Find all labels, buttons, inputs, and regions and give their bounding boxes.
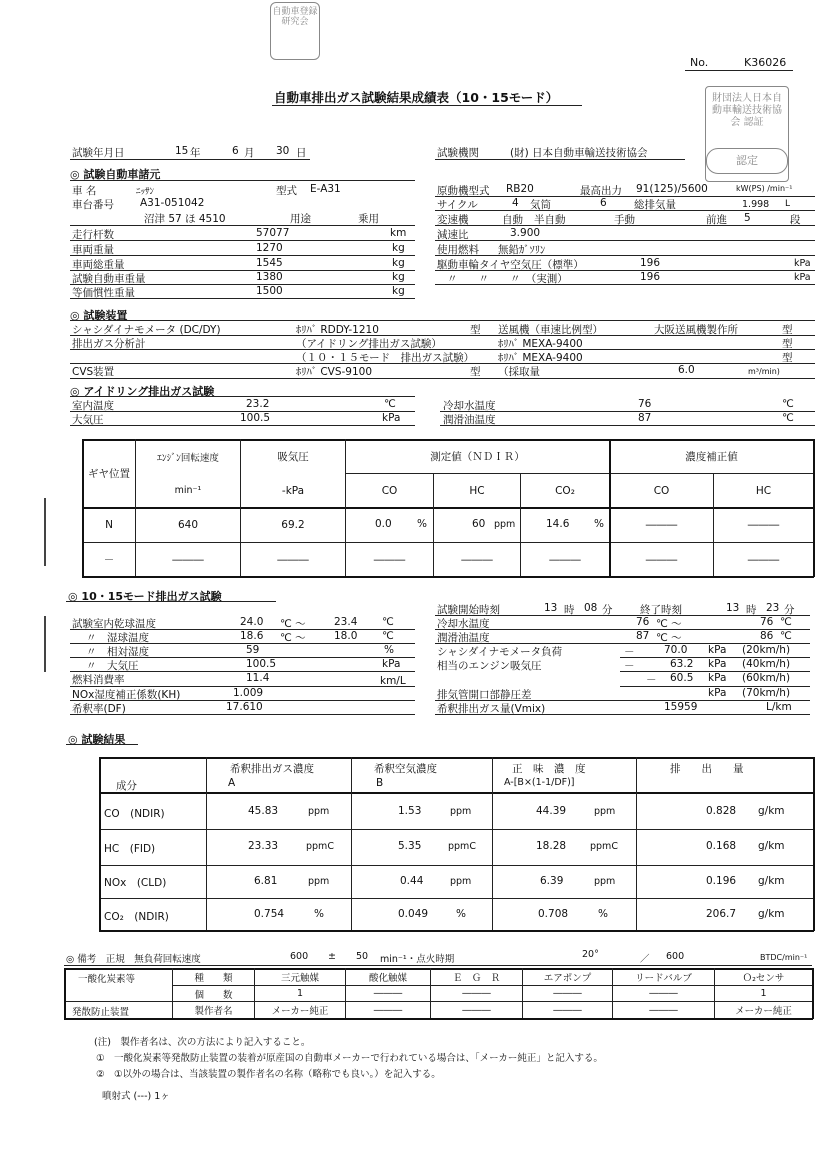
mode-coolant-label: 冷却水温度 [437, 618, 490, 630]
idle-row-1-co: 0.0 [375, 518, 392, 530]
tire-pressure-actual-label: 〃 〃 〃 （実測） [447, 273, 568, 285]
test-weight: 1380 [256, 271, 283, 283]
dilute-symbol: A [228, 777, 236, 789]
device-kind-4: エアポンプ [543, 973, 592, 984]
vehicle-section-title: ◎ 試験自動車諸元 [70, 168, 161, 181]
mode-coolant-to: 76 [760, 616, 774, 628]
dry-bulb-sep: ℃ ～ [280, 618, 306, 630]
result-row-co-name: CO (NDIR) [104, 808, 165, 820]
transmission-auto: 自動 [502, 214, 523, 226]
mode-pressure-label: 〃 大気圧 [86, 660, 139, 672]
cvs-label: CVS装置 [72, 366, 115, 378]
result-row-co-b-unit: ppm [450, 806, 472, 817]
start-minute: 08 [584, 602, 598, 614]
transmission-label: 変速機 [437, 214, 469, 226]
vehicle-weight-unit: kg [392, 242, 405, 254]
device-count-5: ――― [649, 988, 678, 999]
result-row-nox-name: NOx (CLD) [104, 877, 167, 889]
injection-note: 噴射式 (---) 1ヶ [102, 1091, 170, 1102]
device-count-1: 1 [296, 988, 304, 999]
result-row-hc-net-unit: ppmC [590, 841, 618, 852]
notes-1: ① 一酸化炭素等発散防止装置の装着が原産国の自動車メーカーで行われている場合は、「メーカー純正」と記入する。 [96, 1053, 603, 1064]
fuel: 無鉛ｶﾞｿﾘﾝ [498, 244, 546, 256]
idle-row-1-cco: ――― [645, 519, 678, 531]
max-power-unit: kW(PS) /min⁻¹ [736, 184, 793, 193]
sample-rate-label: （採取量 [498, 366, 540, 378]
vmix-label: 希釈排出ガス量(Vmix) [437, 703, 546, 715]
idle-room-temp-label: 室内温度 [72, 400, 114, 412]
humidity-unit: % [384, 644, 394, 656]
end-minute: 23 [766, 602, 780, 614]
reduction-ratio: 3.900 [510, 227, 541, 239]
net-formula: A-[B×(1-1/DF)] [504, 777, 575, 788]
mileage: 57077 [256, 227, 290, 239]
end-hour: 13 [726, 602, 740, 614]
corrected-co-header: CO [653, 484, 670, 497]
device-kind-2: 酸化触媒 [368, 973, 407, 984]
vehicle-model-label: 型式 [276, 185, 297, 197]
result-row-co-a: 45.83 [248, 805, 279, 817]
test-weight-label: 試験自動車重量 [72, 273, 146, 285]
test-month-unit: 月 [244, 147, 255, 159]
exhaust-pressure-speed: (70km/h) [742, 687, 791, 699]
intake-60-speed: (60km/h) [742, 672, 791, 684]
max-power-label: 最高出力 [580, 185, 622, 197]
df-label: 希釈率(DF) [72, 703, 126, 715]
cycle-label: サイクル [437, 199, 478, 211]
dyno-load-unit: kPa [708, 644, 727, 656]
idle-row-1-rpm: 640 [177, 519, 199, 531]
result-row-nox-em: 0.196 [706, 875, 737, 887]
intake-60: 60.5 [670, 672, 694, 684]
idle-room-temp-unit: ℃ [384, 398, 396, 410]
corrected-hc-header: HC [755, 484, 772, 497]
idle-row-2-gear: － [103, 554, 115, 566]
idle-row-2-hc: ――― [461, 553, 493, 566]
result-row-hc-em-unit: g/km [758, 840, 785, 852]
test-day-unit: 日 [296, 147, 307, 159]
wet-bulb-label: 〃 湿球温度 [86, 632, 149, 644]
start-hour: 13 [544, 602, 558, 614]
co2-header: CO₂ [555, 484, 575, 497]
cvs-model: ﾎﾘﾊﾞ CVS-9100 [296, 366, 373, 378]
end-time-label: 終了時刻 [640, 604, 682, 616]
idle-row-2-cco: ――― [645, 553, 678, 566]
chassis-number: A31-051042 [140, 197, 205, 209]
rpm-header: ｴﾝｼﾞﾝ回転速度 [157, 452, 219, 464]
tire-pressure-actual: 196 [640, 271, 661, 283]
cylinders: 6 [600, 197, 607, 209]
dyno-load: 70.0 [664, 644, 688, 656]
document-number-label: No. [690, 56, 709, 69]
registration-stamp-text: 自動車登録研究会 [272, 7, 318, 27]
result-row-hc-b-unit: ppmC [448, 841, 476, 852]
gear-header: ギヤ位置 [88, 468, 130, 480]
idle-row-1-gear: N [105, 519, 113, 531]
intake-60-dash: － [646, 674, 657, 686]
dyno-model: ﾎﾘﾊﾞ RDDY-1210 [296, 324, 379, 336]
intake-40-unit: kPa [708, 658, 727, 670]
transmission-unit: 段 [790, 214, 801, 226]
reduction-ratio-label: 減速比 [437, 229, 469, 241]
wet-bulb-unit: ℃ [382, 630, 394, 642]
remarks-label: ◎ 備考 正規 無負荷回転速度 [66, 954, 201, 965]
test-org: (財) 日本自動車輸送技術協会 [510, 147, 648, 159]
idle-row-2-co: ――― [373, 553, 406, 566]
device-count-4: ――― [553, 988, 582, 999]
gross-weight: 1545 [256, 257, 283, 269]
idle-section-title: ◎ アイドリング排出ガス試験 [70, 385, 215, 398]
scan-mark-2 [44, 616, 46, 672]
mode-analyzer-type: 型 [782, 352, 793, 364]
idle-coolant: 76 [638, 398, 652, 410]
test-year: 15 [175, 145, 189, 157]
idle-pressure-unit: kPa [382, 412, 401, 424]
test-date-label: 試験年月日 [72, 147, 125, 159]
registration-stamp [270, 2, 320, 60]
document-title: 自動車排出ガス試験結果成績表（10・15モード） [274, 90, 559, 105]
notes-head: (注) 製作者名は、次の方法により記入すること。 [94, 1037, 311, 1048]
vehicle-weight-label: 車両重量 [72, 244, 114, 256]
fuel-consumption-label: 燃料消費率 [72, 674, 125, 686]
result-row-hc-net: 18.28 [536, 840, 567, 852]
engine-model-label: 原動機型式 [437, 185, 490, 197]
vmix: 15959 [664, 701, 698, 713]
mode-oil-to: 86 [760, 630, 774, 642]
idle-oil-label: 潤滑油温度 [443, 414, 496, 426]
mode-oil-sep: ℃ ～ [656, 632, 682, 644]
result-row-co2-net-unit: % [598, 908, 608, 920]
mode-oil-from: 87 [636, 630, 650, 642]
result-row-nox-net-unit: ppm [594, 876, 616, 887]
inertia-weight-unit: kg [392, 285, 405, 297]
test-day: 30 [276, 145, 290, 157]
device-kind-6: Ｏ₂センサ [742, 973, 785, 984]
vmix-unit: L/km [766, 701, 792, 713]
ignition-rpm: 600 [666, 951, 685, 962]
result-row-hc-a-unit: ppmC [306, 841, 334, 852]
displacement-label: 総排気量 [634, 199, 676, 211]
wet-bulb-from: 18.6 [240, 630, 264, 642]
mode-section-title: ◎ 10・15モード排出ガス試験 [68, 590, 222, 603]
corrected-header: 濃度補正値 [685, 451, 738, 463]
sample-rate: 6.0 [678, 364, 695, 376]
remarks-pm: ± [328, 951, 336, 962]
end-minute-unit: 分 [784, 604, 795, 616]
idle-pressure: 100.5 [240, 412, 271, 424]
sample-rate-unit: m³/min) [748, 367, 780, 376]
association-stamp-text: 財団法人日本自動車輸送技術協会 認証 [712, 93, 782, 128]
idle-row-1-chc: ――― [747, 519, 780, 531]
mode-oil-unit: ℃ [780, 630, 792, 642]
device-kind-3: Ｅ Ｇ Ｒ [452, 973, 501, 984]
result-row-co-net-unit: ppm [594, 806, 616, 817]
result-row-hc-name: HC (FID) [104, 843, 156, 855]
dilute-header: 希釈排出ガス濃度 [230, 763, 314, 775]
result-row-hc-b: 5.35 [398, 840, 422, 852]
transmission-gears: 5 [744, 212, 751, 224]
test-year-unit: 年 [190, 147, 201, 159]
test-org-label: 試験機関 [437, 147, 479, 159]
intake-unit: -kPa [281, 484, 305, 497]
mode-analyzer-label: （１０・１５モード 排出ガス試験） [296, 352, 475, 364]
air-symbol: B [376, 777, 384, 789]
rpm-unit: min⁻¹ [174, 485, 202, 496]
dyno-load-label: シャシダイナモメータ負荷 [437, 646, 563, 658]
mileage-unit: km [390, 227, 407, 239]
kh: 1.009 [233, 687, 264, 699]
mode-pressure-unit: kPa [382, 658, 401, 670]
max-power: 91(125)/5600 [636, 183, 708, 195]
transmission-manual: 手動 [614, 214, 635, 226]
device-row-label-2: 発散防止装置 [72, 1007, 130, 1018]
wet-bulb-sep: ℃ ～ [280, 632, 306, 644]
ignition-slash: ／ [640, 954, 650, 965]
start-time-label: 試験開始時刻 [437, 604, 500, 616]
vehicle-weight: 1270 [256, 242, 283, 254]
device-row-label-1: 一酸化炭素等 [78, 974, 136, 985]
transmission-semi: 半自動 [534, 214, 566, 226]
analyzer-label: 排出ガス分析計 [72, 338, 146, 350]
result-row-co-net: 44.39 [536, 805, 567, 817]
humidity: 59 [246, 644, 260, 656]
intake-40-dash: － [624, 660, 635, 672]
dyno-load-speed: (20km/h) [742, 644, 791, 656]
result-row-nox-a: 6.81 [254, 875, 278, 887]
mileage-label: 走行杆数 [72, 229, 114, 241]
result-row-co2-em-unit: g/km [758, 908, 785, 920]
tire-pressure-actual-unit: kPa [794, 272, 811, 283]
gross-weight-label: 車両総重量 [72, 259, 125, 271]
result-row-co-a-unit: ppm [308, 806, 330, 817]
result-row-co2-a: 0.754 [254, 908, 285, 920]
mode-coolant-sep: ℃ ～ [656, 618, 682, 630]
device-kind-1: 三元触媒 [280, 973, 319, 984]
usage: 乗用 [358, 213, 379, 225]
scan-mark-1 [44, 498, 46, 566]
result-row-co-em-unit: g/km [758, 805, 785, 817]
usage-label: 用途 [290, 213, 311, 225]
notes-2: ② ①以外の場合は、当該装置の製作者名の名称（略称でも良い。）を記入する。 [96, 1069, 441, 1080]
remarks-tol: 50 [356, 951, 369, 962]
result-row-co2-net: 0.708 [538, 908, 569, 920]
end-hour-unit: 時 [746, 604, 757, 616]
ignition-btdc: BTDC/min⁻¹ [760, 953, 808, 962]
certification-seal [706, 148, 788, 174]
dry-bulb-unit: ℃ [382, 616, 394, 628]
device-maker-1: メーカー純正 [271, 1006, 329, 1017]
cylinders-label: 気筒 [530, 199, 551, 211]
test-weight-unit: kg [392, 271, 405, 283]
fuel-label: 使用燃料 [437, 244, 479, 256]
idle-analyzer-model: ﾎﾘﾊﾞ MEXA-9400 [498, 338, 583, 350]
df: 17.610 [226, 701, 263, 713]
mode-analyzer-model: ﾎﾘﾊﾞ MEXA-9400 [498, 352, 583, 364]
idle-row-1-hc: 60 [472, 518, 486, 530]
intake-40-speed: (40km/h) [742, 658, 791, 670]
idle-row-2-co2: ――― [549, 553, 581, 566]
cvs-type: 型 [470, 366, 481, 378]
result-row-nox-b-unit: ppm [450, 876, 472, 887]
device-maker-3: ――― [462, 1004, 491, 1016]
result-row-nox-net: 6.39 [540, 875, 564, 887]
device-kind-5: リードバルブ [635, 973, 692, 984]
fuel-consumption-unit: km/L [380, 675, 406, 687]
idle-analyzer-label: （アイドリング排出ガス試験） [296, 338, 442, 350]
chassis-number-label: 車台番号 [72, 199, 114, 211]
cycle: 4 [512, 197, 519, 209]
license-plate: 沼津 57 ほ 4510 [144, 213, 226, 225]
mode-coolant-from: 76 [636, 616, 650, 628]
intake-header: 吸気圧 [277, 451, 309, 463]
component-header: 成分 [116, 780, 137, 792]
result-row-hc-a: 23.33 [248, 840, 279, 852]
start-hour-unit: 時 [564, 604, 575, 616]
idle-row-1-hc-unit: ppm [494, 519, 516, 530]
kind-label: 種 類 [194, 973, 233, 984]
hc-header: HC [469, 484, 485, 497]
idle-row-1-co2-unit: % [594, 518, 604, 530]
result-row-co2-b: 0.049 [398, 908, 429, 920]
result-row-nox-em-unit: g/km [758, 875, 785, 887]
vehicle-name: ﾆｯｻﾝ [136, 187, 155, 197]
engine-model: RB20 [506, 183, 534, 195]
displacement: 1.998 [742, 199, 770, 210]
tire-pressure-std-label: 駆動車輪タイヤ空気圧（標準） [437, 259, 584, 271]
blower-maker: 大阪送風機製作所 [654, 324, 738, 336]
intake-60-unit: kPa [708, 672, 727, 684]
idle-analyzer-type: 型 [782, 338, 793, 350]
net-header: 正 味 濃 度 [512, 763, 586, 775]
idle-coolant-label: 冷却水温度 [443, 400, 496, 412]
tire-pressure-std-unit: kPa [794, 258, 811, 269]
mode-pressure: 100.5 [246, 658, 277, 670]
inertia-weight: 1500 [256, 285, 283, 297]
result-row-co2-em: 206.7 [706, 908, 737, 920]
ignition-degree: 20° [582, 949, 599, 960]
device-maker-2: ――― [373, 1004, 403, 1016]
results-section-title: ◎ 試験結果 [68, 733, 126, 746]
start-minute-unit: 分 [602, 604, 613, 616]
idle-oil: 87 [638, 412, 652, 424]
result-row-co2-a-unit: % [314, 908, 324, 920]
idle-oil-unit: ℃ [782, 412, 794, 424]
remarks-rpm: 600 [290, 951, 309, 962]
result-row-co2-name: CO₂ (NDIR) [104, 911, 169, 923]
fuel-consumption: 11.4 [246, 672, 270, 684]
result-row-co-em: 0.828 [706, 805, 737, 817]
emission-header: 排 出 量 [670, 763, 744, 775]
idle-row-1-co-unit: % [417, 518, 427, 530]
vehicle-name-label: 車 名 [72, 185, 97, 197]
mode-coolant-unit: ℃ [780, 616, 792, 628]
certification-seal-text: 認定 [736, 154, 758, 167]
idle-row-1-intake: 69.2 [281, 519, 305, 531]
idle-coolant-unit: ℃ [782, 398, 794, 410]
device-count-2: ――― [373, 988, 403, 999]
dry-bulb-to: 23.4 [334, 616, 358, 628]
document-number: K36026 [744, 56, 787, 69]
wet-bulb-to: 18.0 [334, 630, 358, 642]
equiv-intake-label: 相当のエンジン吸気圧 [437, 660, 542, 672]
transmission-forward: 前進 [706, 214, 727, 226]
intake-40: 63.2 [670, 658, 694, 670]
exhaust-pressure-unit: kPa [708, 687, 727, 699]
equipment-section-title: ◎ 試験装置 [70, 309, 128, 322]
test-month: 6 [232, 145, 239, 157]
device-maker-6: メーカー純正 [735, 1006, 792, 1017]
device-count-6: 1 [760, 988, 767, 999]
humidity-label: 〃 相対湿度 [86, 646, 149, 658]
vehicle-model: E-A31 [310, 183, 341, 195]
count-label: 個 数 [194, 989, 233, 1001]
device-maker-4: ――― [553, 1004, 582, 1016]
dyno-type: 型 [470, 324, 481, 336]
measured-header: 測定値（ＮＤＩＲ） [430, 451, 525, 463]
dyno-label: シャシダイナモメータ (DC/DY) [72, 324, 221, 336]
dry-bulb-label: 試験室内乾球温度 [72, 618, 156, 630]
blower-type: 型 [782, 324, 793, 336]
device-maker-5: ――― [649, 1004, 678, 1016]
mode-oil-label: 潤滑油温度 [437, 632, 490, 644]
result-row-nox-a-unit: ppm [308, 876, 330, 887]
maker-label: 製作者名 [194, 1006, 233, 1017]
co-header: CO [381, 484, 398, 497]
remarks-unit: min⁻¹・点火時期 [380, 954, 455, 965]
result-row-hc-em: 0.168 [706, 840, 737, 852]
result-row-co-b: 1.53 [398, 805, 422, 817]
inertia-weight-label: 等価慣性重量 [72, 287, 135, 299]
idle-row-2-chc: ――― [747, 553, 780, 566]
idle-room-temp: 23.2 [246, 398, 270, 410]
dry-bulb-from: 24.0 [240, 616, 264, 628]
air-header: 希釈空気濃度 [374, 763, 437, 775]
blower-label: 送風機（車速比例型） [498, 324, 603, 336]
idle-row-2-intake: ――― [277, 553, 309, 566]
result-row-nox-b: 0.44 [400, 875, 424, 887]
tire-pressure-std: 196 [640, 257, 661, 269]
result-row-co2-b-unit: % [456, 908, 466, 920]
exhaust-pressure-label: 排気管開口部静圧差 [437, 689, 532, 701]
gross-weight-unit: kg [392, 257, 405, 269]
kh-label: NOx湿度補正係数(KH) [72, 689, 181, 701]
device-count-3: ――― [462, 988, 491, 999]
idle-pressure-label: 大気圧 [72, 414, 104, 426]
displacement-unit: L [785, 199, 791, 209]
idle-row-1-co2: 14.6 [546, 518, 570, 530]
idle-row-2-rpm: ――― [172, 553, 204, 566]
dyno-load-dash: － [624, 646, 635, 658]
